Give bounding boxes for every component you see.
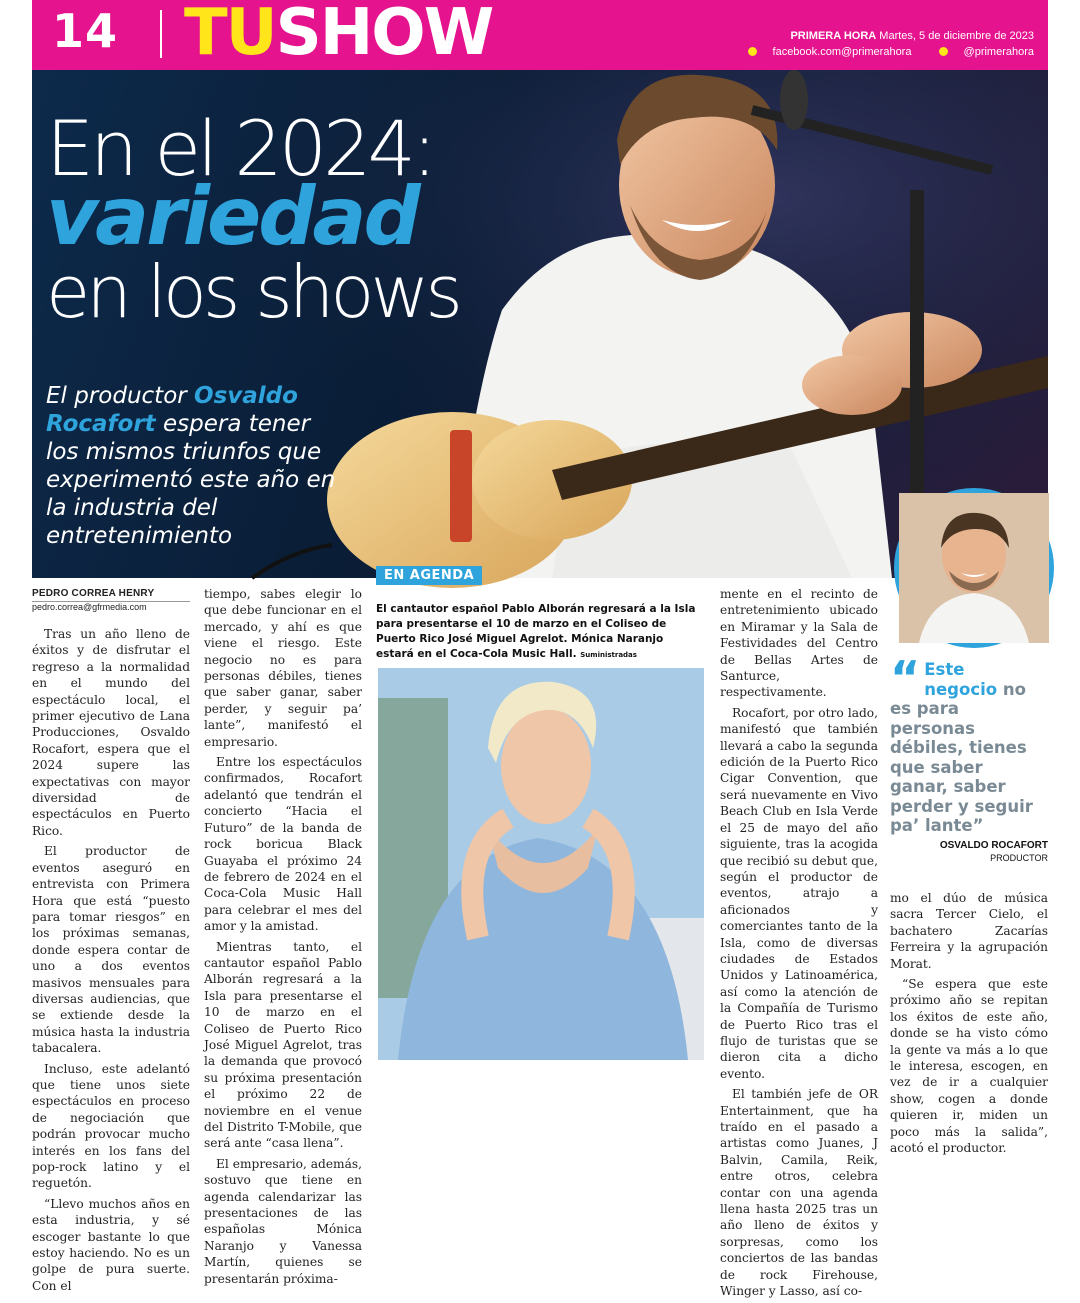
quote-mark-icon: “ [890,651,921,705]
deck-rest: espera tener los mismos triunfos que experimentó este año en la industria del entretenimiento [46,411,336,549]
section-title-tu: TU [184,0,276,70]
col2-paragraph: tiempo, sabes elegir lo que debe funcionar en el mercado, y ahí es que viene el riesgo. Este negocio no es para personas débiles, tienes que saber ganar, saber perder, y seguir pa’ lante”, manifestó el empresario. [204,587,362,749]
article-column-3 [720,586,878,1303]
publication-name: PRIMERA HORA [790,30,877,42]
article-column-1 [32,588,190,1298]
col3-paragraph: El también jefe de OR Entertainment, que ha traído en el pasado a artistas como Juanes, J Balvin, Camila, Reik, entre otros, celebra contar con una agenda llena hasta 2025 tras un año lleno de éxitos y sorpresas, como los conciertos de las bandas de rock Firehouse, Winger y Lasso, así co- [720,1087,878,1299]
quote-attribution-name: OSVALDO ROCAFORT [939,840,1048,851]
issue-date: Martes, 5 de diciembre de 2023 [879,30,1034,42]
col1-paragraph: Tras un año lleno de éxitos y de disfrutar el regreso a la normalidad en el mundo del espectáculo local, el primer ejecutivo de Lana Producciones, Osvaldo Rocafort, espera que el 2024 supere las expectativas con mayor diversidad de espectáculos en Puerto Rico. [32,627,190,838]
byline-email[interactable]: pedro.correa@gfrmedia.com [32,602,147,612]
col1-paragraph: El productor de eventos aseguró en entrevista con Primera Hora que está “puesto para tomar riesgos” en los próximas semanas, donde espera contar de uno a dos eventos masivos mensuales para diversas audiencias, que se extiende desde la música hasta la industria tabacalera. [32,844,190,1056]
headline-line-1: En el 2024: [46,104,434,193]
byline-author: PEDRO CORREA HENRY [32,588,190,602]
col4-paragraph: “Se espera que este próximo año se repitan los éxitos de este año, donde se ha visto cómo la gente va más a lo que le interesa, escogen, en vez de ir a cualquier show, cogen a donde quieren ir, miden un poco más la salida”, acotó el productor. [890,977,1048,1156]
twitter-icon [939,47,948,56]
facebook-handle: facebook.com@primerahora [772,46,912,58]
col3-paragraph: mente en el recinto de entretenimiento ubicado en Miramar y la Sala de Festividades del Centro de Bellas Artes de Santurce, respectivamente. [720,587,878,700]
quote-attribution-role: PRODUCTOR [990,853,1048,863]
section-header [32,0,1048,70]
caption-text: El cantautor español Pablo Alborán regresará a la Isla para presentarse el 10 de marzo en el Coliseo de Puerto Rico José Miguel Agrelot. Mónica Naranjo estará en el Coca-Cola Music Hall. [376,603,696,660]
producer-portrait [894,488,1054,648]
col4-paragraph: mo el dúo de música sacra Tercer Cielo, el bachatero Zacarías Ferreira y la agrupación Morat. [890,891,1048,971]
facebook-icon [748,47,757,56]
quote-text: no es para personas débiles, tienes que saber ganar, saber perder y seguir pa’ lante” [890,679,1033,835]
page-number: 14 [52,4,119,58]
section-title [184,0,492,70]
photo-caption [376,602,704,663]
newspaper-page [32,0,1048,1299]
article-column-2 [204,586,362,1291]
headline-line-2: variedad [46,170,418,263]
singer-illustration [378,668,704,1060]
social-links [724,46,1034,58]
pull-quote [890,651,1040,836]
col1-paragraph: “Llevo muchos años en esta industria, y sé escoger bastante lo que estoy haciendo. No es un golpe de pura suerte. Con el [32,1196,190,1293]
twitter-handle: @primerahora [963,46,1034,58]
singer-photo [378,668,704,1060]
agenda-label: EN AGENDA [376,566,482,585]
quote-highlight: Este negocio [924,660,998,699]
col1-paragraph: Incluso, este adelantó que tiene unos siete espectáculos en proceso de negociación que podrán provocar mucho interés en los fans del pop-rock latino y el reguetón. [32,1061,190,1191]
issue-info [790,30,1034,42]
producer-face-illustration [899,493,1049,643]
facebook-link[interactable] [736,46,912,58]
section-title-show: SHOW [275,0,493,70]
col2-paragraph: El empresario, además, sostuvo que tiene en agenda calendarizar las presentaciones de las españolas Mónica Naranjo y Vanessa Martín, quienes se presentarán próxima- [204,1156,362,1286]
deck-highlight-name: Osvaldo Rocafort [46,383,298,437]
headline-line-3: en los shows [46,250,459,334]
col3-paragraph: Rocafort, por otro lado, manifestó que también llevará a cabo la segunda edición de la Puerto Rico Cigar Convention, que será nuevamente en Vivo Beach Club en Isla Verde el 25 de mayo del año siguiente, tras la acogida que recibió su debut que, según el productor de eventos, atrajo a aficionados y comerciantes tanto de la Isla, como de diversas ciudades de Estados Unidos y Latinoamérica, así como la atención de la Compañía de Turismo de Puerto Rico tras el flujo de turistas que se dieron cita a dicho evento. [720,705,878,1081]
hero-photo [32,70,1048,578]
col2-paragraph: Mientras tanto, el cantautor español Pablo Alborán regresará a la Isla para presentarse el 10 de marzo en el Coliseo de Puerto Rico José Miguel Agrelot, tras la demanda que provocó su próxima presentación el próximo 22 de noviembre en el venue del Distrito T-Mobile, que será ante “casa llena”. [204,939,362,1151]
article-column-4 [890,890,1048,1161]
col2-paragraph: Entre los espectáculos confirmados, Rocafort adelantó que tendrán el concierto “Hacia el Futuro” de la banda de rock boricua Black Guayaba el próximo 24 de febrero de 2024 en el Coca-Cola Music Hall para celebrar el mes del amor y la amistad. [204,755,362,934]
header-divider [160,10,162,58]
article-deck [46,382,336,550]
twitter-link[interactable] [927,46,1034,58]
photo-credit: Suministradas [580,651,637,659]
deck-intro: El productor [46,383,195,409]
